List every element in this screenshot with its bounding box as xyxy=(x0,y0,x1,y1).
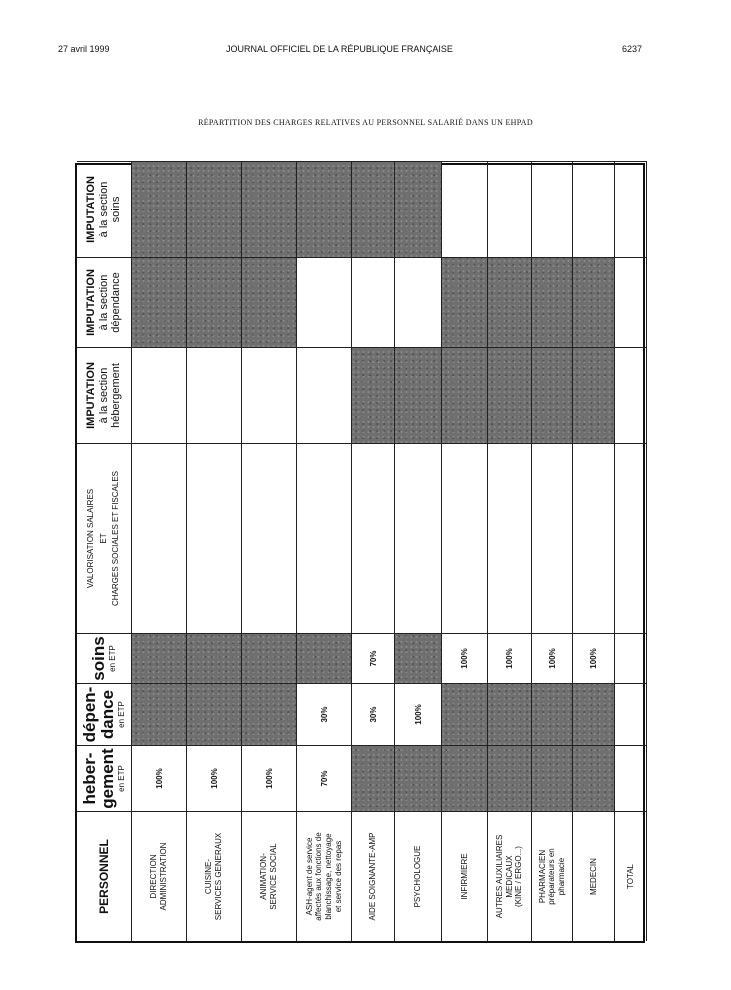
header-imputation-dependance-line2: à la section xyxy=(97,274,110,331)
header-val-line1: VALORISATION SALAIRES xyxy=(86,488,96,589)
table-cell xyxy=(442,633,488,683)
table-cell xyxy=(442,257,488,347)
row-label-cell xyxy=(297,811,352,941)
row-label-line: AIDE SOIGNANTE-AMP xyxy=(368,832,378,921)
table-cell xyxy=(297,347,352,443)
table-cell xyxy=(395,257,442,347)
header-imputation-hebergement-line1: IMPUTATION xyxy=(85,362,98,429)
table-cell xyxy=(187,443,242,633)
percentage-value: 100% xyxy=(413,704,423,725)
table-cell xyxy=(187,257,242,347)
table-cell xyxy=(573,443,615,633)
table-cell xyxy=(615,161,647,257)
row-label-line: PSYCHOLOGUE xyxy=(413,845,423,908)
table-cell xyxy=(488,161,532,257)
table-cell xyxy=(132,257,187,347)
header-imputation-hebergement xyxy=(77,347,132,443)
table-cell xyxy=(532,347,573,443)
table-cell xyxy=(297,745,352,811)
table-cell xyxy=(132,633,187,683)
row-label-line: ASH-agent de service xyxy=(304,837,314,916)
row-label-cell xyxy=(187,811,242,941)
percentage-value: 100% xyxy=(505,648,514,669)
table-cell xyxy=(573,347,615,443)
table-cell xyxy=(242,347,297,443)
table-cell xyxy=(442,683,488,745)
table-cell xyxy=(573,683,615,745)
row-label-line: CUISINE- xyxy=(204,858,214,895)
row-label-cell xyxy=(488,811,532,941)
row-label-cell xyxy=(132,811,187,941)
header-hebergement-etp xyxy=(77,745,132,811)
percentage-value: 100% xyxy=(209,768,219,789)
table-cell xyxy=(187,161,242,257)
header-dep-line1: dépen- xyxy=(80,686,100,743)
table-cell xyxy=(395,443,442,633)
header-valorisation xyxy=(77,443,132,633)
table-cell xyxy=(187,745,242,811)
table-cell xyxy=(395,347,442,443)
table-cell xyxy=(352,443,395,633)
table-cell xyxy=(242,257,297,347)
table-cell xyxy=(132,683,187,745)
document-title: RÉPARTITION DES CHARGES RELATIVES AU PERSONNEL SALARIÉ DANS UN EHPAD xyxy=(198,118,533,127)
percentage-value: 100% xyxy=(547,648,557,669)
header-dep-line3: en ETP xyxy=(117,701,127,728)
table-cell xyxy=(395,633,442,683)
table-cell xyxy=(488,443,532,633)
table-cell xyxy=(532,161,573,257)
table-cell xyxy=(532,683,573,745)
table-cell xyxy=(573,257,615,347)
row-label-line: affectés aux fonctions de xyxy=(314,832,324,921)
table-cell xyxy=(615,257,647,347)
table-cell xyxy=(132,443,187,633)
table-cell xyxy=(187,683,242,745)
table-cell xyxy=(395,745,442,811)
header-imputation-soins-line2: à la section xyxy=(97,181,110,238)
header-soins-line2: en ETP xyxy=(108,645,118,672)
table-cell xyxy=(615,443,647,633)
table-cell xyxy=(352,633,395,683)
table-cell xyxy=(532,257,573,347)
row-label-line: (KINE / ERGO...) xyxy=(514,846,524,907)
table-cell xyxy=(395,161,442,257)
table-cell xyxy=(242,745,297,811)
header-page-number: 6237 xyxy=(622,44,643,54)
row-label-line: TOTAL xyxy=(625,863,635,890)
header-personnel xyxy=(77,811,132,941)
header-soins-etp xyxy=(77,633,132,683)
table-cell xyxy=(532,745,573,811)
table-cell xyxy=(352,683,395,745)
table-cell xyxy=(573,161,615,257)
percentage-value: 100% xyxy=(460,648,469,669)
percentage-value: 100% xyxy=(589,648,598,669)
header-dep-line2: dance xyxy=(98,689,118,740)
row-label-line: PHARMACIEN xyxy=(537,849,547,904)
header-personnel-label: PERSONNEL xyxy=(97,839,111,914)
table-cell xyxy=(352,257,395,347)
header-val-line2: ET xyxy=(98,533,108,544)
table-cell xyxy=(488,683,532,745)
table-cell xyxy=(615,347,647,443)
table-cell xyxy=(297,443,352,633)
row-label-cell xyxy=(242,811,297,941)
header-imputation-dependance-line1: IMPUTATION xyxy=(85,269,98,336)
row-label-line: ANIMATION- xyxy=(259,853,269,900)
percentage-value: 100% xyxy=(264,768,274,789)
allocation-table-grid xyxy=(75,163,645,943)
row-label-cell xyxy=(615,811,647,941)
header-imputation-soins xyxy=(77,161,132,257)
header-heb-line1: heber- xyxy=(80,752,100,805)
row-label-cell xyxy=(442,811,488,941)
allocation-table xyxy=(75,163,645,943)
percentage-value: 100% xyxy=(154,768,164,789)
table-cell xyxy=(352,745,395,811)
row-label-line: ADMINISTRATION xyxy=(159,842,168,911)
row-label-line: INFIRMIERE xyxy=(459,853,469,900)
table-cell xyxy=(352,161,395,257)
table-cell xyxy=(297,683,352,745)
header-date: 27 avril 1999 xyxy=(58,44,110,54)
table-cell xyxy=(488,347,532,443)
header-imputation-hebergement-line3: hébergement xyxy=(110,363,123,428)
table-cell xyxy=(297,161,352,257)
table-cell xyxy=(442,443,488,633)
header-dependance-etp xyxy=(77,683,132,745)
table-cell xyxy=(573,745,615,811)
row-label-cell xyxy=(532,811,573,941)
table-cell xyxy=(395,683,442,745)
table-cell xyxy=(615,683,647,745)
table-cell xyxy=(532,633,573,683)
table-cell xyxy=(132,745,187,811)
row-label-line: préparateurs en xyxy=(547,848,557,905)
table-cell xyxy=(187,633,242,683)
table-cell xyxy=(242,633,297,683)
header-imputation-soins-line1: IMPUTATION xyxy=(85,176,98,243)
percentage-value: 30% xyxy=(319,706,329,723)
percentage-value: 30% xyxy=(368,706,378,723)
row-label-line: et service des repas xyxy=(333,840,343,913)
header-soins-line1: soins xyxy=(89,636,109,681)
table-cell xyxy=(297,257,352,347)
row-label-cell xyxy=(395,811,442,941)
header-imputation-dependance-line3: dépendance xyxy=(110,272,123,333)
row-label-line: DIRECTION xyxy=(149,854,159,899)
row-label-line: AUTRES AUXILIAIRES xyxy=(495,834,505,919)
table-cell xyxy=(242,443,297,633)
row-label-line: SERVICES GENERAUX xyxy=(214,832,223,921)
table-cell xyxy=(242,161,297,257)
row-label-line: pharmacie xyxy=(556,857,566,896)
header-val-line3: CHARGES SOCIALES ET FISCALES xyxy=(111,471,121,607)
header-heb-line3: en ETP xyxy=(117,765,127,792)
table-cell xyxy=(488,633,532,683)
row-label-cell xyxy=(352,811,395,941)
row-label-line: MEDICAUX xyxy=(504,855,514,898)
table-cell xyxy=(352,347,395,443)
table-cell xyxy=(242,683,297,745)
percentage-value: 70% xyxy=(368,650,378,667)
table-cell xyxy=(488,745,532,811)
header-imputation-hebergement-line2: à la section xyxy=(97,367,110,424)
table-cell xyxy=(532,443,573,633)
table-cell xyxy=(442,161,488,257)
row-label-cell xyxy=(573,811,615,941)
table-cell xyxy=(442,347,488,443)
table-cell xyxy=(615,745,647,811)
table-cell xyxy=(615,633,647,683)
header-imputation-dependance xyxy=(77,257,132,347)
table-cell xyxy=(442,745,488,811)
row-label-line: blanchissage, nettoyage xyxy=(324,833,333,920)
table-cell xyxy=(132,347,187,443)
table-cell xyxy=(297,633,352,683)
header-journal-title: JOURNAL OFFICIEL DE LA RÉPUBLIQUE FRANÇAISE xyxy=(226,44,453,54)
table-cell xyxy=(573,633,615,683)
table-cell xyxy=(132,161,187,257)
row-label-line: MEDECIN xyxy=(588,858,598,895)
header-heb-line2: gement xyxy=(98,748,118,809)
table-cell xyxy=(187,347,242,443)
percentage-value: 70% xyxy=(319,770,329,787)
table-cell xyxy=(488,257,532,347)
header-imputation-soins-line3: soins xyxy=(110,196,123,223)
row-label-line: SERVICE SOCIAL xyxy=(269,843,278,910)
